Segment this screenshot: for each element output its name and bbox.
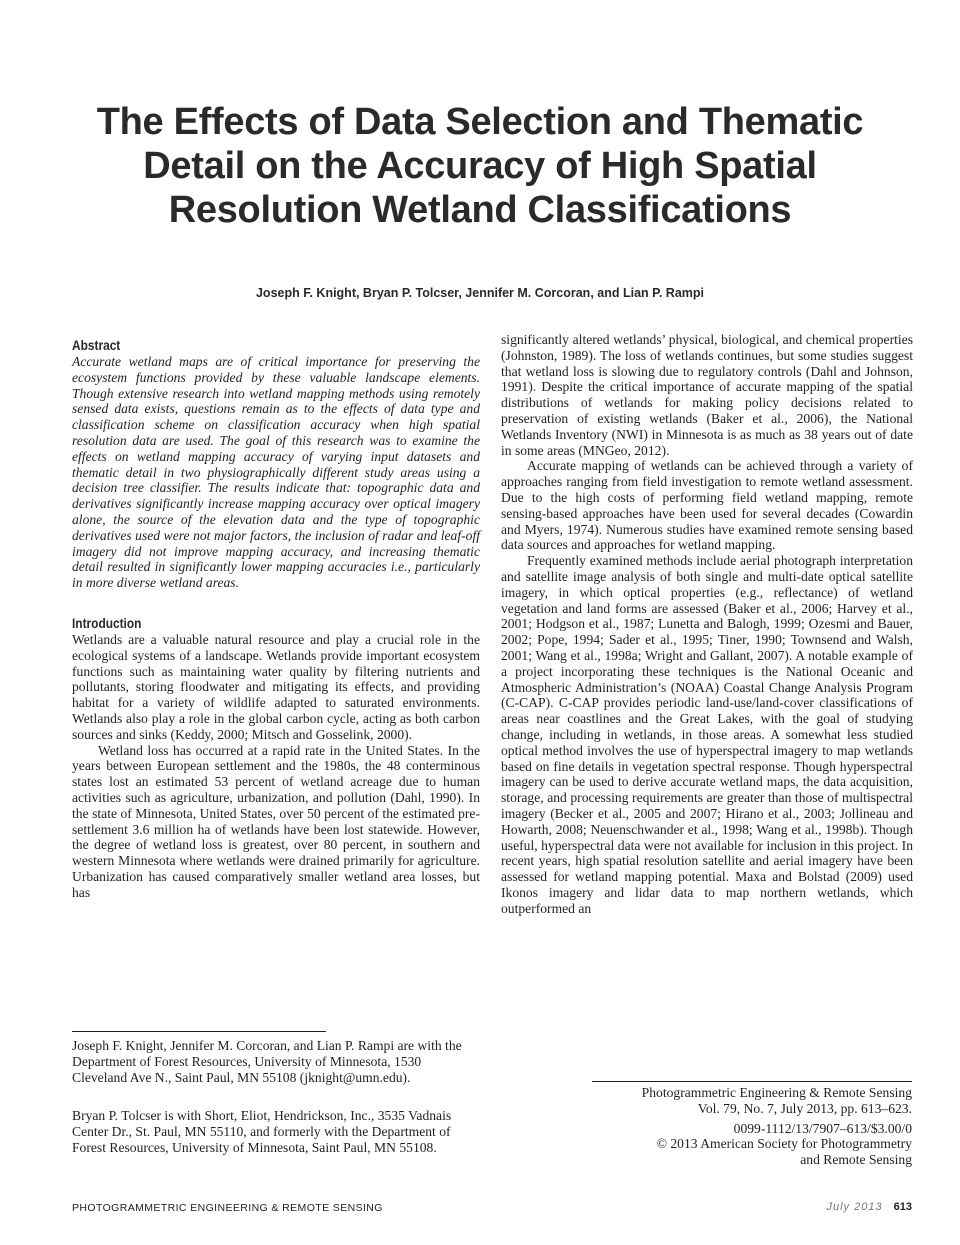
right-column — [501, 332, 913, 916]
publication-info — [560, 1085, 912, 1168]
title-line: Detail on the Accuracy of High Spatial — [143, 145, 817, 187]
title-line: The Effects of Data Selection and Thematic — [96, 101, 864, 143]
author-affiliation-footnote: Joseph F. Knight, Jennifer M. Corcoran, and Lian P. Rampi are with the Department of Forest Resources, University of Minnesota, 1530 Cleveland Ave N., Saint Paul, MN 55108 (jknight@umn.edu). — [72, 1038, 462, 1085]
running-footer-page — [826, 1201, 912, 1213]
volume-info: Vol. 79, No. 7, July 2013, pp. 613–623. — [697, 1100, 912, 1116]
page-number: 613 — [893, 1201, 912, 1213]
journal-name: Photogrammetric Engineering & Remote Sensing — [641, 1085, 912, 1100]
body-paragraph: Accurate mapping of wetlands can be achieved through a variety of approaches ranging from field investigation to remote wetland assessment. Due to the high costs of performing field wetland mapping, remote sensing-based approaches have been used for several decades (Cowardin and Myers, 1974). Numerous studies have examined remote sensing based data sources and approaches for wetland mapping. — [501, 458, 913, 553]
introduction-heading: Introduction — [72, 614, 142, 631]
copyright-line: © 2013 American Society for Photogrammetry — [656, 1136, 912, 1152]
footer-date: July 2013 — [826, 1201, 883, 1213]
author-list: Joseph F. Knight, Bryan P. Tolcser, Jennifer M. Corcoran, and Lian P. Rampi — [255, 286, 705, 300]
body-paragraph: significantly altered wetlands’ physical, biological, and chemical properties (Johnston, 1989). The loss of wetlands continues, but some studies suggest that wetland loss is slowing due to regulatory controls (Dahl and Johnson, 1991). Despite the critical importance of accurate mapping of the spatial distributions of wetlands for making policy decisions related to preservation of existing wetlands (Baker et al., 2006), the National Wetlands Inventory (NWI) in Minnesota is as much as 38 years out of date in some areas (MNGeo, 2012). — [501, 332, 913, 458]
article-code: 0099-1112/13/7907–613/$3.00/0 — [733, 1120, 912, 1136]
footnote-divider — [72, 1031, 326, 1032]
title-line: Resolution Wetland Classifications — [168, 189, 792, 231]
author-affiliation-footnote: Bryan P. Tolcser is with Short, Eliot, Hendrickson, Inc., 3535 Vadnais Center Dr., St. Paul, MN 55110, and formerly with the Department of Forest Resources, University of Minnesota, Saint Paul, MN 55108. — [72, 1108, 452, 1155]
body-paragraph: Frequently examined methods include aerial photograph interpretation and satellite image analysis of both single and multi-date optical satellite imagery, in which optical properties (e.g., reflectance) of wetland vegetation and land forms are assessed (Baker et al., 2006; Harvey et al., 2001; Hodgson et al., 1987; Lunetta and Balogh, 1999; Ozesmi and Bauer, 2002; Pope, 1994; Sader et al., 1995; Tiner, 1990; Townsend and Walsh, 2001; Wang et al., 1998a; Wright and Gallant, 2007). A notable example of a project incorporating these techniques is the National Oceanic and Atmospheric Administration’s (NOAA) Coastal Change Analysis Program (C-CAP). C-CAP provides periodic land-use/land-cover classifications of areas near coastlines and the Great Lakes, with the goal of studying change, including in wetlands, in those areas. A somewhat less studied optical method involves the use of hyperspectral imagery to map wetlands based on fine details in vegetation spectral response. Though hyperspectral imagery can be used to derive accurate wetland maps, the data acquisition, storage, and processing requirements are greater than those of multispectral imagery (Becker et al., 2005 and 2007; Hirano et al., 2003; Jollineau and Howarth, 2008; Neuenschwander et al., 1998; Wang et al., 1998b). Though useful, hyperspectral data were not available for inclusion in this project. In recent years, high spatial resolution satellite and aerial imagery have been assessed for wetland mapping potential. Maxa and Bolstad (2009) used Ikonos imagery and lidar data to map northern wetlands, which outperformed an — [501, 553, 913, 916]
copyright-line: and Remote Sensing — [800, 1152, 912, 1168]
running-footer-journal: PHOTOGRAMMETRIC ENGINEERING & REMOTE SENSING — [72, 1202, 383, 1214]
left-column — [72, 336, 480, 901]
body-paragraph: Wetland loss has occurred at a rapid rate in the United States. In the years between European settlement and the 1980s, the 48 conterminous states lost an estimated 53 percent of wetland acreage due to human activities such as agriculture, urbanization, and pollution (Dahl, 1990). In the state of Minnesota, United States, over 50 percent of the estimated pre-settlement 3.6 million ha of wetlands have been lost statewide. However, the degree of wetland loss is greatest, over 80 percent, in southern and western Minnesota where wetlands were drained primarily for agriculture. Urbanization has caused comparatively smaller wetland area losses, but has — [72, 742, 480, 900]
article-title — [60, 100, 900, 232]
publication-divider — [592, 1081, 912, 1082]
body-paragraph: Wetlands are a valuable natural resource and play a crucial role in the ecological systems of a landscape. Wetlands provide important ecosystem functions such as maintaining water quality by filtering nutrients and pollutants, storing floodwater and mitigating its effects, and providing habitat for a variety of wildlife adapted to saturated environments. Wetlands also play a role in the global carbon cycle, acting as both carbon sources and sinks (Keddy, 2000; Mitsch and Gosselink, 2000). — [72, 631, 480, 742]
abstract-text: Accurate wetland maps are of critical importance for preserving the ecosystem functions provided by these valuable landscape elements. Though extensive research into wetland mapping methods using remotely sensed data exists, questions remain as to the effects of data type and classification scheme on classification accuracy when high spatial resolution data are used. The goal of this research was to examine the effects on wetland mapping accuracy of varying input datasets and thematic detail in two physiographically different study areas using a decision tree classifier. The results indicate that: topographic data and derivatives significantly increase mapping accuracy over optical imagery alone, the source of the elevation data and the type of topographic derivatives used were not major factors, the inclusion of radar and leaf-off imagery did not improve mapping accuracy, and increasing thematic detail resulted in significantly lower mapping accuracies i.e., particularly in more diverse wetland areas. — [72, 354, 480, 591]
abstract-heading: Abstract — [72, 337, 121, 353]
